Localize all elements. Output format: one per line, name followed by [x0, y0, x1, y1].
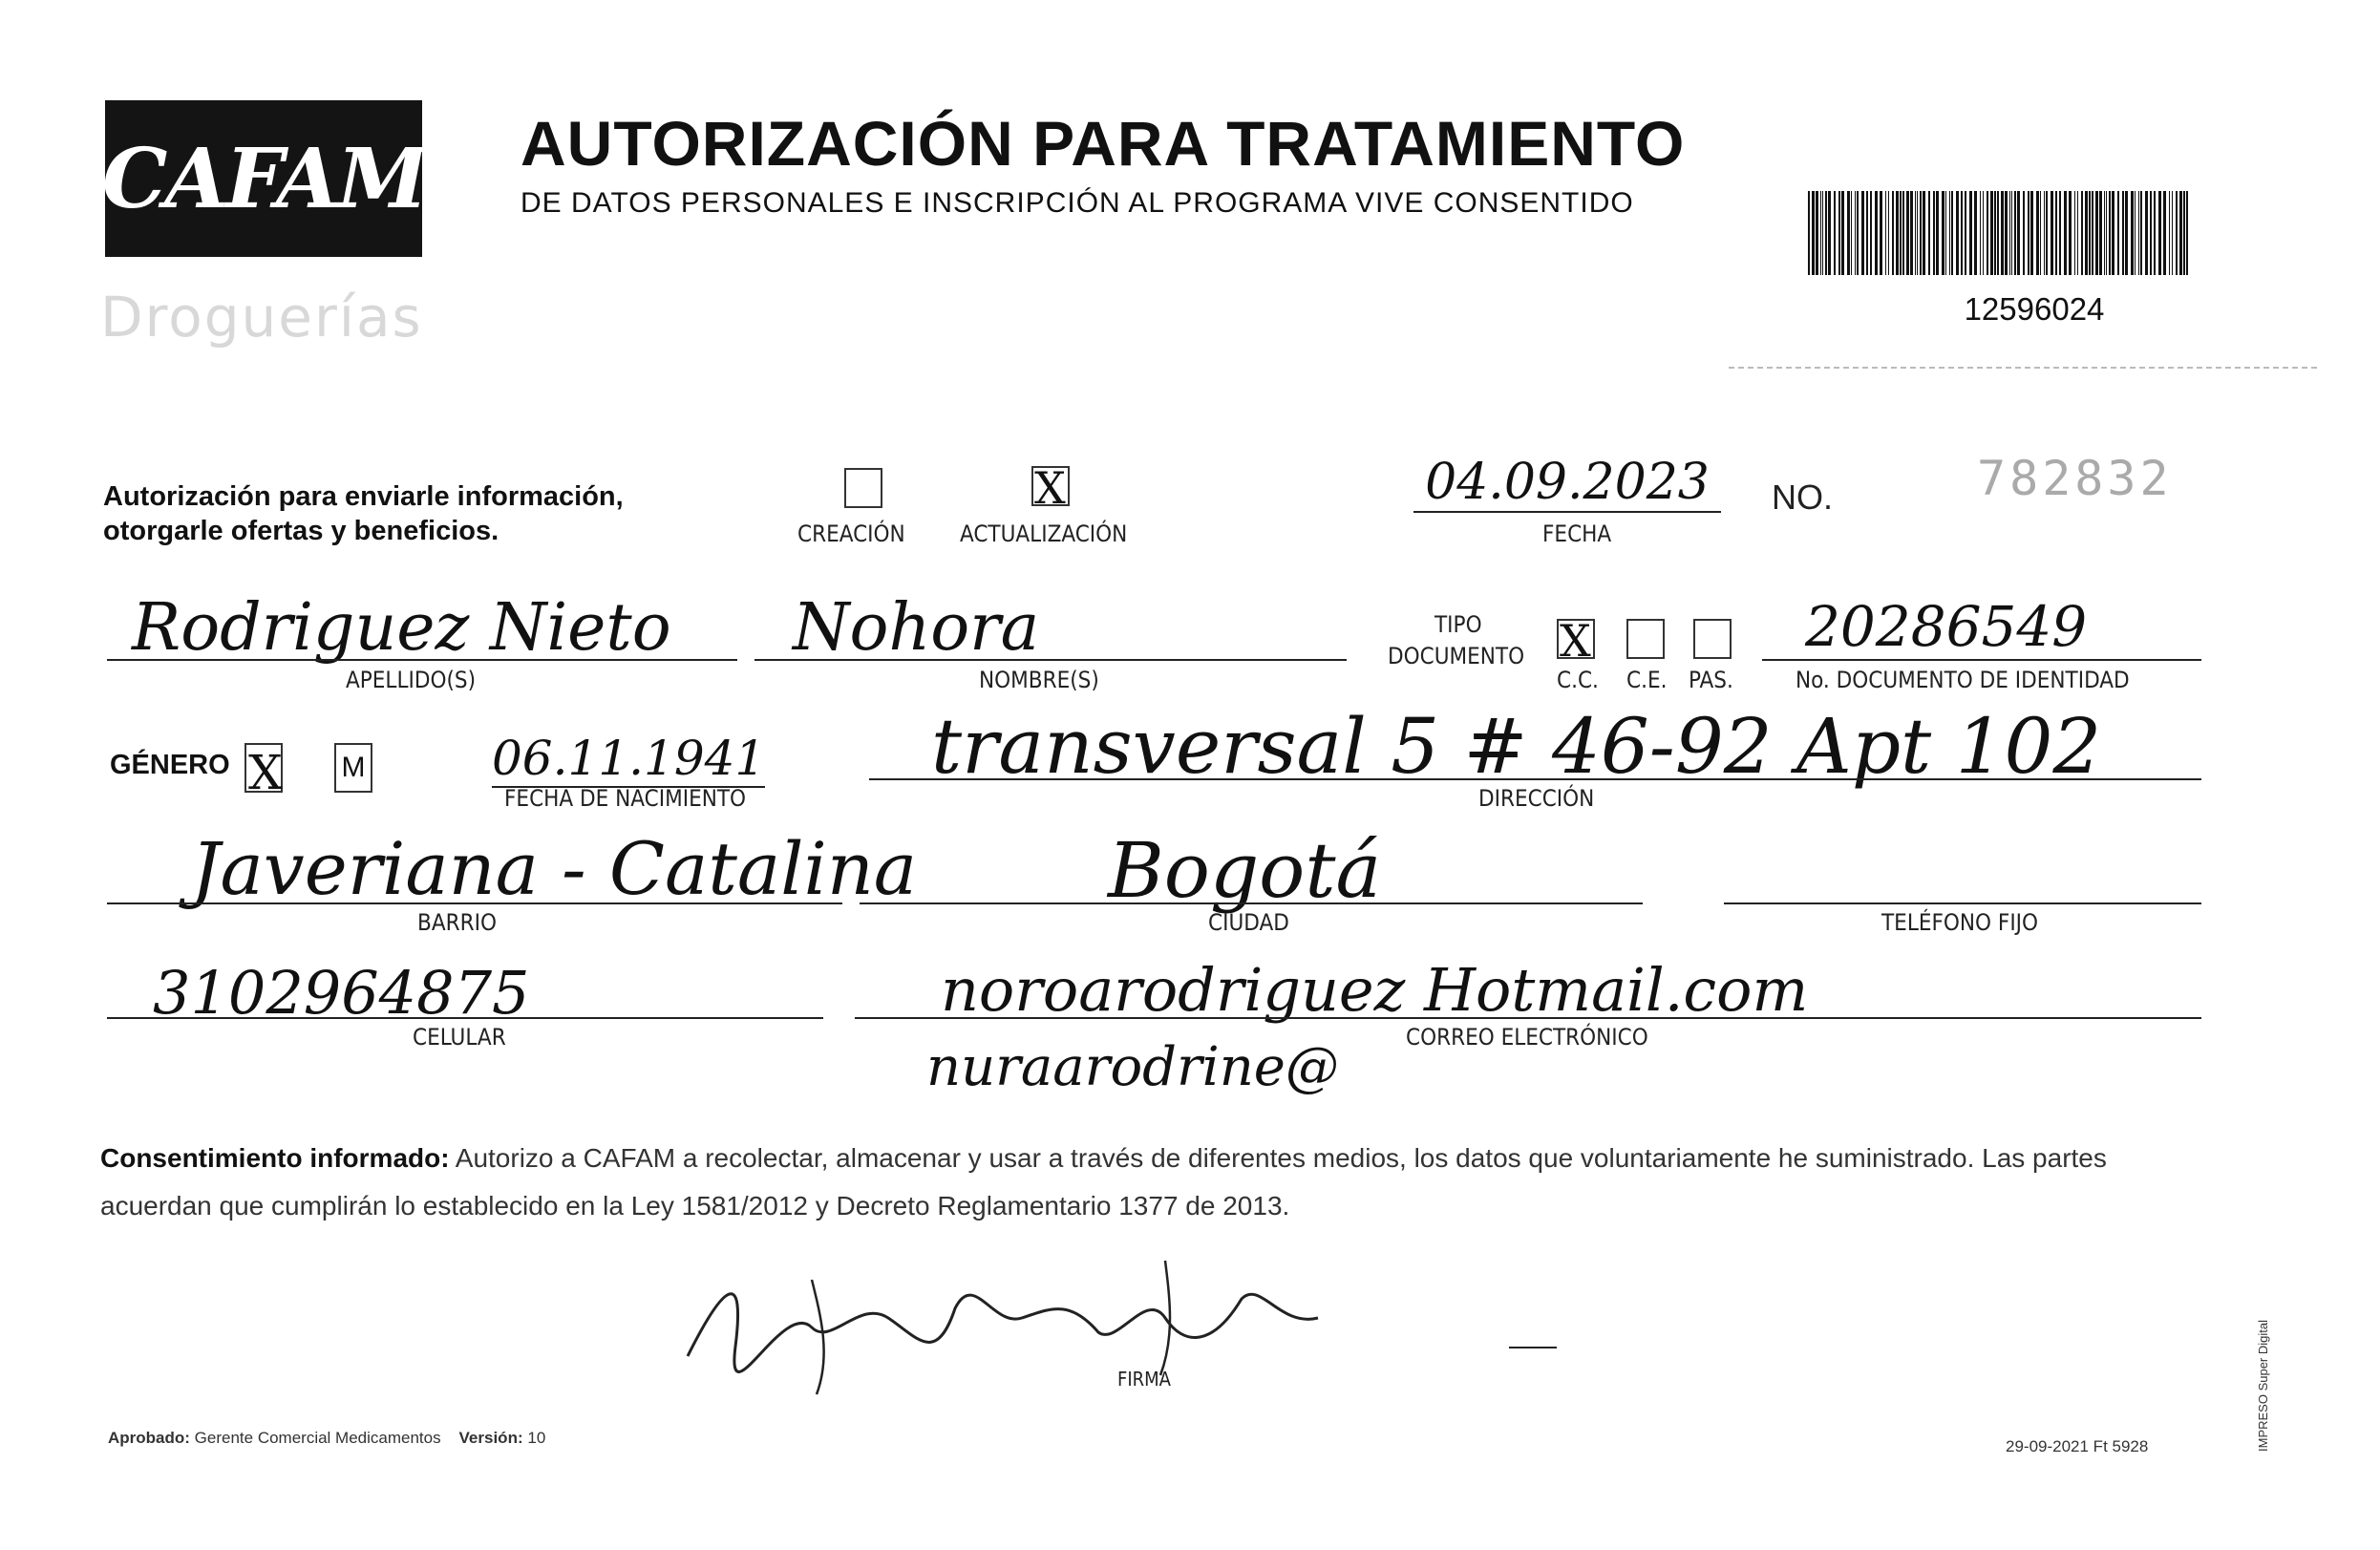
vertical-imprint: IMPRESO Super Digital	[2256, 1320, 2270, 1452]
barcode-bar	[2055, 191, 2057, 275]
barcode-bar	[2085, 191, 2088, 275]
barcode-bar	[2186, 191, 2188, 275]
tipo-label: TIPO	[1434, 611, 1482, 638]
barcode-bar	[1945, 191, 1946, 275]
barcode-bar	[1956, 191, 1959, 275]
barcode-bar	[2009, 191, 2010, 275]
consent-text	[100, 1135, 2221, 1230]
barcode-bar	[1974, 191, 1977, 275]
genero-m-checkbox[interactable]	[334, 743, 372, 793]
barcode-bar	[1933, 191, 1935, 275]
nombres-label: NOMBRE(S)	[979, 667, 1099, 693]
barcode-bar	[2169, 191, 2170, 275]
barcode-bar	[2163, 191, 2166, 275]
barcode-bar	[2099, 191, 2102, 275]
barcode-bar	[1838, 191, 1840, 275]
genero-f-checkbox[interactable]	[244, 743, 283, 800]
barcode-bar	[1902, 191, 1904, 275]
barcode-bar	[2005, 191, 2008, 275]
barcode-bar	[1825, 191, 1827, 275]
ce-checkbox[interactable]	[1626, 619, 1665, 659]
pas-label: PAS.	[1689, 667, 1733, 693]
barcode-bar	[1917, 191, 1918, 275]
barcode-bar	[2122, 191, 2124, 275]
apellidos-value[interactable]: Rodriguez Nieto	[132, 590, 671, 666]
barcode-bar	[2017, 191, 2020, 275]
barrio-value[interactable]: Javeriana - Catalina	[191, 826, 918, 911]
actualizacion-mark: X	[1034, 462, 1066, 514]
firma-label: FIRMA	[1117, 1368, 1171, 1391]
logo-text: CAFAM	[101, 130, 426, 227]
barcode-bar	[2074, 191, 2075, 275]
barcode-bar	[2172, 191, 2173, 275]
barcode-bar	[2140, 191, 2142, 275]
nombres-value[interactable]: Nohora	[793, 590, 1040, 666]
barcode-bar	[1987, 191, 1988, 275]
celular-label: CELULAR	[413, 1024, 506, 1051]
barcode-bar	[1820, 191, 1821, 275]
ciudad-value[interactable]: Bogotá	[1108, 826, 1382, 915]
nacimiento-value[interactable]: 06.11.1941	[492, 731, 766, 786]
barcode-bar	[2158, 191, 2161, 275]
barcode-bar	[2183, 191, 2185, 275]
barcode-bar	[2001, 191, 2004, 275]
genero-label: GÉNERO	[110, 750, 230, 780]
footer-approval	[108, 1429, 545, 1448]
correo-line	[855, 1017, 2201, 1019]
barcode-bar	[2154, 191, 2156, 275]
barcode-bar	[1983, 191, 1984, 275]
actualizacion-checkbox[interactable]	[1031, 462, 1070, 514]
cc-checkbox[interactable]	[1557, 615, 1595, 667]
barcode-bar	[1812, 191, 1815, 275]
barcode-bar	[1885, 191, 1886, 275]
direccion-label: DIRECCIÓN	[1478, 785, 1595, 812]
barcode-bar	[1861, 191, 1864, 275]
barcode-bar	[2135, 191, 2136, 275]
barcode-bar	[2092, 191, 2093, 275]
barcode-bar	[1951, 191, 1953, 275]
version-label: Versión:	[458, 1429, 523, 1447]
barcode-bar	[1969, 191, 1972, 275]
barcode-bar	[1961, 191, 1963, 275]
barcode-bar	[2125, 191, 2128, 275]
telefono-line[interactable]	[1724, 902, 2201, 904]
barcode-bar	[1888, 191, 1889, 275]
genero-m-label: M	[341, 752, 366, 783]
barcode-bar	[2089, 191, 2091, 275]
barcode-bar	[1920, 191, 1922, 275]
nacimiento-label: FECHA DE NACIMIENTO	[504, 785, 747, 812]
barcode-bar	[1997, 191, 1999, 275]
cc-mark: X	[1560, 615, 1591, 667]
barcode-bar	[2106, 191, 2107, 275]
version-value: 10	[527, 1429, 546, 1447]
barcode-bar	[2069, 191, 2072, 275]
barcode-bar	[2030, 191, 2033, 275]
barcode-bar	[2051, 191, 2053, 275]
nombres-line	[754, 659, 1347, 661]
footer-code: 29-09-2021 Ft 5928	[2006, 1437, 2149, 1455]
barcode-bar	[2145, 191, 2148, 275]
divider	[1729, 367, 2317, 369]
cafam-logo	[101, 100, 426, 257]
barrio-label: BARRIO	[417, 909, 497, 936]
barcode-bar	[2059, 191, 2061, 275]
celular-line	[107, 1017, 823, 1019]
barcode-bar	[1915, 191, 1916, 275]
barcode-bar	[1851, 191, 1852, 275]
barcode-bar	[1870, 191, 1872, 275]
aprobado-value: Gerente Comercial Medicamentos	[194, 1429, 441, 1447]
barcode-bar	[1816, 191, 1818, 275]
correo-label: CORREO ELECTRÓNICO	[1406, 1024, 1648, 1051]
celular-value[interactable]: 3102964875	[153, 958, 530, 1028]
barcode-bar	[2064, 191, 2067, 275]
direccion-line	[869, 778, 2201, 780]
barcode-bar	[1965, 191, 1966, 275]
barcode-bar	[1834, 191, 1836, 275]
barcode-bar	[1900, 191, 1902, 275]
cc-label: C.C.	[1557, 667, 1599, 693]
apellidos-label: APELLIDO(S)	[346, 667, 477, 693]
barcode-bar	[2131, 191, 2134, 275]
barcode-bar	[2081, 191, 2083, 275]
no-label: NO.	[1772, 478, 1834, 517]
barcode-bar	[2150, 191, 2152, 275]
barcode-bar	[2023, 191, 2025, 275]
barcode-graphic	[1808, 191, 2190, 275]
barcode-bar	[2176, 191, 2178, 275]
creacion-checkbox[interactable]	[844, 468, 882, 508]
documento-line	[1762, 659, 2201, 661]
direccion-value[interactable]: transversal 5 # 46-92 Apt 102	[931, 702, 2102, 791]
barcode-bar	[2095, 191, 2098, 275]
barcode-number: 12596024	[1964, 291, 2105, 327]
barcode-bar	[2077, 191, 2078, 275]
barcode-bar	[1910, 191, 1913, 275]
barcode-bar	[1880, 191, 1882, 275]
ciudad-line	[860, 902, 1643, 904]
barcode-bar	[1923, 191, 1925, 275]
barcode-bar	[1857, 191, 1859, 275]
barcode-bar	[1808, 191, 1810, 275]
barcode-bar	[2011, 191, 2012, 275]
ce-label: C.E.	[1626, 667, 1668, 693]
barcode-bar	[1980, 191, 1981, 275]
barcode-bar	[1990, 191, 1993, 275]
barcode-bar	[1855, 191, 1856, 275]
correo-value[interactable]: noroarodriguez Hotmail.com	[941, 955, 1809, 1025]
barcode-bar	[2014, 191, 2016, 275]
consent-lead: Consentimiento informado:	[100, 1143, 450, 1173]
barcode-bar	[1949, 191, 1950, 275]
barcode-bar	[1942, 191, 1944, 275]
documento-type-label: DOCUMENTO	[1388, 643, 1525, 669]
barcode-bar	[2112, 191, 2114, 275]
barcode-bar	[2028, 191, 2029, 275]
barcode-bar	[2179, 191, 2182, 275]
signature-graphic	[669, 1242, 1337, 1413]
documento-label: No. DOCUMENTO DE IDENTIDAD	[1796, 667, 2130, 693]
barcode-bar	[1896, 191, 1899, 275]
authorization-text: Autorización para enviarle información, otorgarle ofertas y beneficios.	[103, 481, 624, 546]
barcode-bar	[1936, 191, 1939, 275]
barcode-bar	[2040, 191, 2041, 275]
barcode-bar	[2044, 191, 2045, 275]
barcode-bar	[1892, 191, 1894, 275]
barcode-bar	[1822, 191, 1823, 275]
creacion-label: CREACIÓN	[797, 520, 905, 547]
barcode-bar	[1994, 191, 1996, 275]
fecha-label: FECHA	[1542, 520, 1612, 547]
barcode-bar	[1847, 191, 1850, 275]
barcode-bar	[1906, 191, 1909, 275]
actualizacion-label: ACTUALIZACIÓN	[960, 520, 1128, 547]
barcode-bar	[1866, 191, 1868, 275]
barcode-bar	[1841, 191, 1844, 275]
consent-body: Autorizo a CAFAM a recolectar, almacenar y usar a través de diferentes medios, los datos que voluntariamente he suministrado. Las partes acuerdan que cumplirán lo establecido en la Ley 1581/2012 y Decreto Reglamentario 1377 de 2013.	[100, 1143, 2107, 1221]
firma-line	[1509, 1347, 1557, 1348]
barcode-bar	[2036, 191, 2039, 275]
telefono-label: TELÉFONO FIJO	[1881, 909, 2039, 936]
barcode-bar	[1928, 191, 1930, 275]
barcode-bar	[2109, 191, 2111, 275]
barcode-bar	[2117, 191, 2119, 275]
ciudad-label: CIUDAD	[1208, 909, 1289, 936]
barrio-line	[107, 902, 842, 904]
genero-f-mark: X	[248, 745, 283, 800]
aprobado-label: Aprobado:	[108, 1429, 190, 1447]
barcode-bar	[2046, 191, 2048, 275]
pas-checkbox[interactable]	[1693, 619, 1732, 659]
barcode-bar	[1828, 191, 1831, 275]
no-value: 782832	[1977, 451, 2173, 506]
correo-value-2: nuraarodrine@	[926, 1036, 1339, 1098]
barcode-bar	[1875, 191, 1878, 275]
barcode-bar	[2104, 191, 2105, 275]
apellidos-line	[107, 659, 737, 661]
logo-subtitle: Droguerías	[100, 285, 423, 350]
documento-value[interactable]: 20286549	[1805, 594, 2088, 659]
document-title: AUTORIZACIÓN PARA TRATAMIENTO	[521, 108, 1686, 179]
document-subtitle: DE DATOS PERSONALES E INSCRIPCIÓN AL PROGRAMA VIVE CONSENTIDO	[521, 187, 1634, 219]
fecha-value[interactable]: 04.09.2023	[1413, 454, 1721, 513]
barcode-bar	[2138, 191, 2139, 275]
